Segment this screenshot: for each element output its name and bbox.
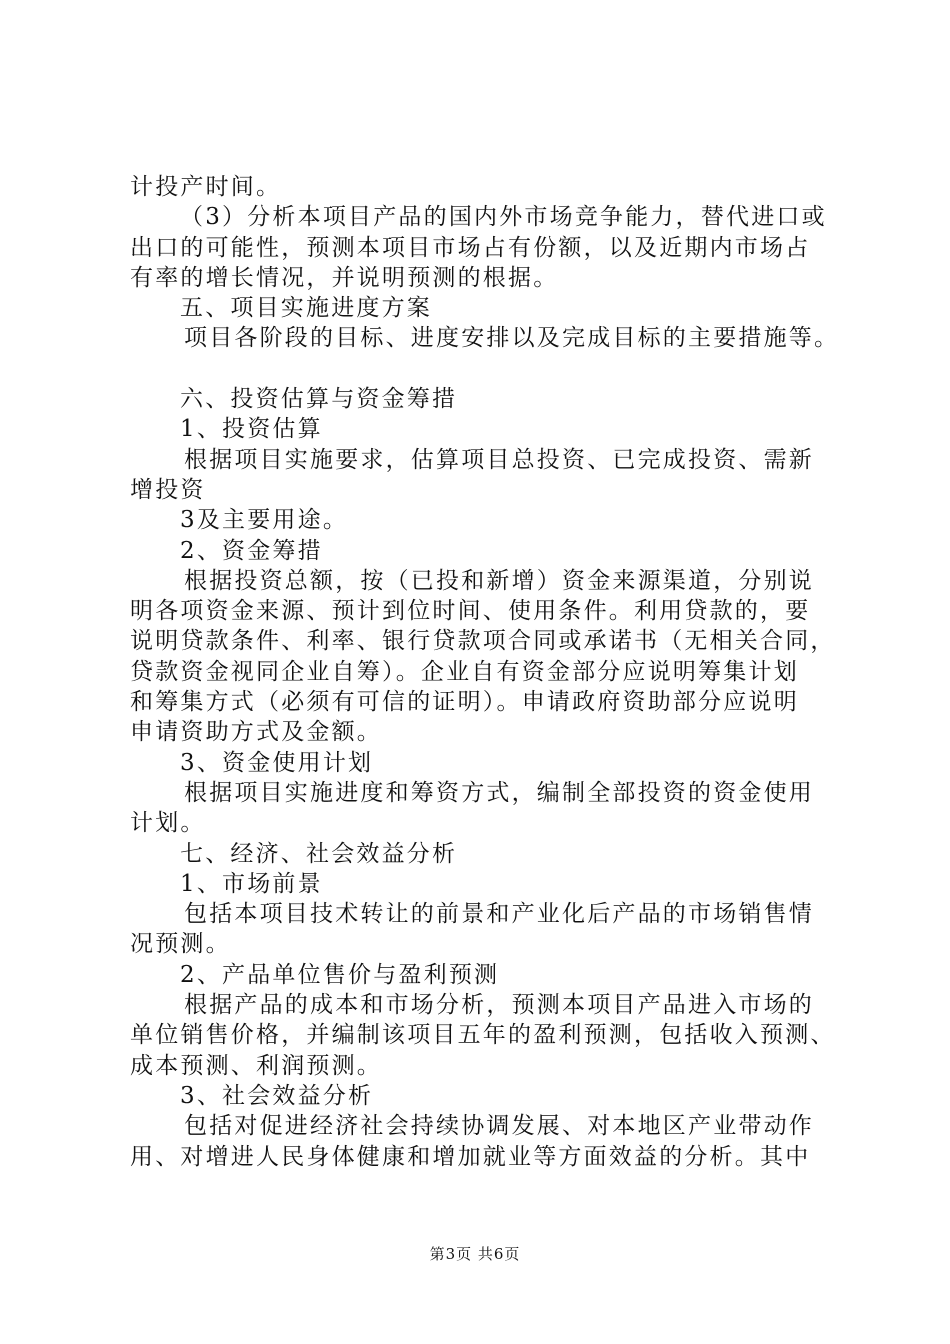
text-line: 项目各阶段的目标、进度安排以及完成目标的主要措施等。 xyxy=(184,325,840,352)
text-line: 说明贷款条件、利率、银行贷款项合同或承诺书（无相关合同， xyxy=(130,628,836,655)
document-body xyxy=(130,172,850,1172)
page-number: 第3页 共6页 xyxy=(429,1245,521,1263)
text-line: 包括对促进经济社会持续协调发展、对本地区产业带动作 xyxy=(184,1113,814,1140)
subsection-heading: 3、社会效益分析 xyxy=(180,1082,374,1109)
section-heading: 六、投资估算与资金筹措 xyxy=(180,386,458,413)
text-line: 有率的增长情况，并说明预测的根据。 xyxy=(130,264,559,291)
text-line: 贷款资金视同企业自筹）。企业自有资金部分应说明筹集计划 xyxy=(130,658,799,685)
text-line: 根据投资总额，按（已投和新增）资金来源渠道，分别说 xyxy=(184,567,814,594)
text-line: 和筹集方式（必须有可信的证明）。申请政府资助部分应说明 xyxy=(130,689,799,716)
text-line: 根据项目实施要求，估算项目总投资、已完成投资、需新 xyxy=(184,446,814,473)
section-heading: 七、经济、社会效益分析 xyxy=(180,840,458,867)
text-line: 单位销售价格，并编制该项目五年的盈利预测，包括收入预测、 xyxy=(130,1022,836,1049)
text-line: 增投资 xyxy=(130,476,206,503)
text-line: 包括本项目技术转让的前景和产业化后产品的市场销售情 xyxy=(184,901,814,928)
subsection-heading: 1、投资估算 xyxy=(180,416,323,443)
text-line: 3及主要用途。 xyxy=(180,507,349,534)
subsection-heading: 1、市场前景 xyxy=(180,870,323,897)
blank-line xyxy=(130,354,850,384)
text-line: 申请资助方式及金额。 xyxy=(130,719,382,746)
subsection-heading: 3、资金使用计划 xyxy=(180,749,374,776)
text-line: 成本预测、利润预测。 xyxy=(130,1052,382,1079)
text-line: 计划。 xyxy=(130,810,206,837)
text-line: 根据项目实施进度和筹资方式，编制全部投资的资金使用 xyxy=(184,779,814,806)
text-line: 用、对增进人民身体健康和增加就业等方面效益的分析。其中 xyxy=(130,1143,811,1170)
text-line: 计投产时间。 xyxy=(130,174,282,200)
section-heading: 五、项目实施进度方案 xyxy=(180,295,432,322)
text-line: 出口的可能性，预测本项目市场占有份额，以及近期内市场占 xyxy=(130,234,811,261)
subsection-heading: 2、产品单位售价与盈利预测 xyxy=(180,961,500,988)
text-line: 况预测。 xyxy=(130,931,231,958)
subsection-heading: 2、资金筹措 xyxy=(180,537,323,564)
text-line: （3）分析本项目产品的国内外市场竞争能力，替代进口或 xyxy=(180,204,827,231)
text-line: 明各项资金来源、预计到位时间、使用条件。利用贷款的，要 xyxy=(130,598,811,625)
text-line: 根据产品的成本和市场分析，预测本项目产品进入市场的 xyxy=(184,992,814,1019)
